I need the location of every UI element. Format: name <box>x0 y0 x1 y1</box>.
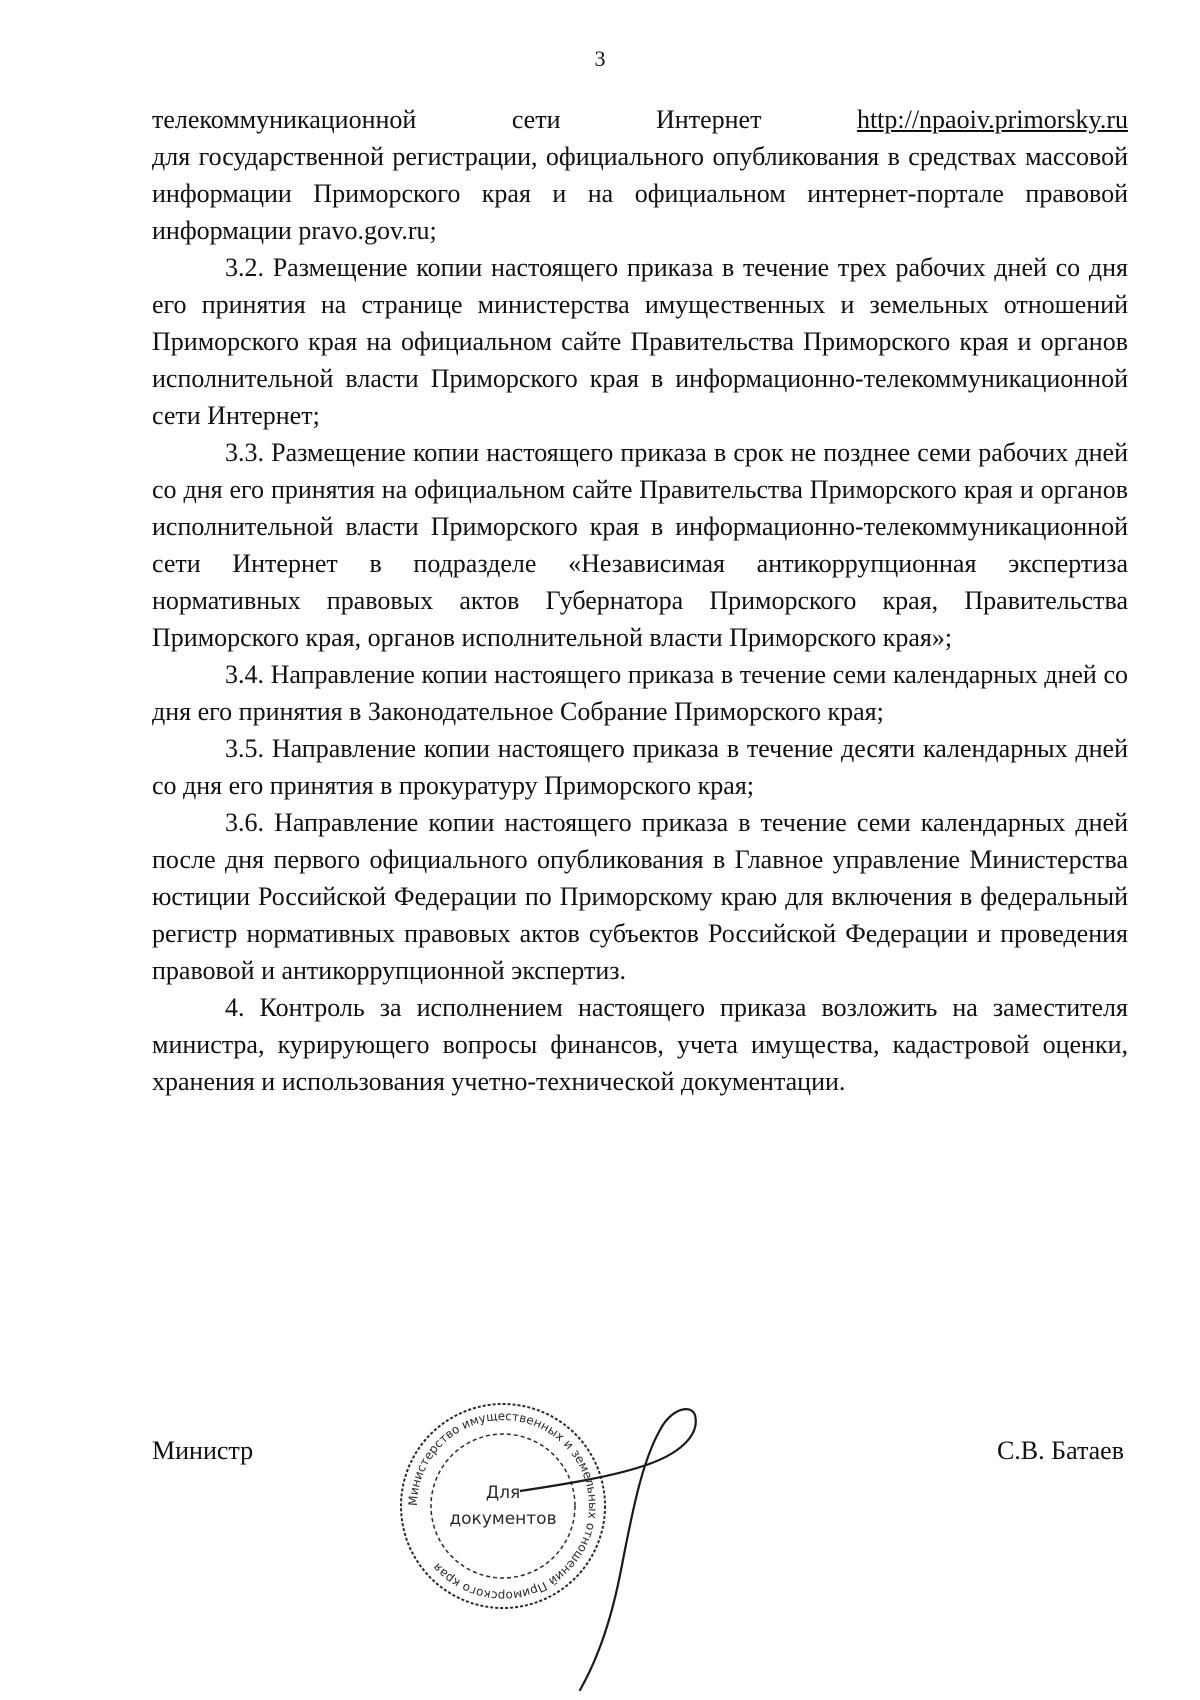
paragraph-3-4: 3.4. Направление копии настоящего приказа в течение семи календарных дней со дня его принятия в Законодательное Собрание Приморского края; <box>152 660 1128 726</box>
seal-center-line2: документов <box>449 1509 557 1529</box>
paragraph-3-3: 3.3. Размещение копии настоящего приказа в срок не позднее семи рабочих дней со дня его принятия на официальном сайте Правительства Приморского края и органов исполнительной власти Приморского края в информационно-телекоммуникационной сети Интернет в подразделе «Независимая антикоррупционная экспертиза нормативных правовых актов Губернатора Приморского края, Правительства Приморского края, органов исполнительной власти Приморского края»; <box>152 438 1128 652</box>
paragraph-3-1-continuation: для государственной регистрации, официального опубликования в средствах массовой информации Приморского края и на официальном интернет-портале правовой информации pravo.gov.ru; <box>152 142 1128 245</box>
paragraph-3-6: 3.6. Направление копии настоящего приказа в течение семи календарных дней после дня первого официального опубликования в Главное управление Министерства юстиции Российской Федерации по Приморскому краю для включения в федеральный регистр нормативных правовых актов субъектов Российской Федерации и проведения правовой и антикоррупционной экспертиз. <box>152 808 1128 985</box>
paragraph-3-5: 3.5. Направление копии настоящего приказа в течение десяти календарных дней со дня его принятия в прокуратуру Приморского края; <box>152 734 1128 800</box>
page-number: 3 <box>594 46 606 71</box>
document-body <box>152 101 1128 1100</box>
word-telecom: телекоммуникационной <box>152 105 417 134</box>
word-internet: Интернет <box>656 105 762 134</box>
handwritten-signature <box>520 1405 750 1700</box>
seal-center-line1: Для <box>485 1483 521 1503</box>
signatory-name: С.В. Батаев <box>996 1436 1124 1465</box>
npa-link[interactable]: http://npaoiv.primorsky.ru <box>856 105 1128 134</box>
paragraph-4: 4. Контроль за исполнением настоящего приказа возложить на заместителя министра, курирующего вопросы финансов, учета имущества, кадастровой оценки, хранения и использования учетно-технической документации. <box>152 993 1128 1096</box>
signatory-title: Министр <box>152 1436 254 1465</box>
paragraph-3-2: 3.2. Размещение копии настоящего приказа в течение трех рабочих дней со дня его принятия на странице министерства имущественных и земельных отношений Приморского края на официальном сайте Правительства Приморского края и органов исполнительной власти Приморского края в информационно-телекоммуникационной сети Интернет; <box>152 253 1128 430</box>
seal-ring-text: Министерство имущественных и земельных отношений Приморского края <box>405 1408 601 1604</box>
word-network: сети <box>511 105 561 134</box>
paragraph-3-1-first-line <box>152 101 1128 138</box>
